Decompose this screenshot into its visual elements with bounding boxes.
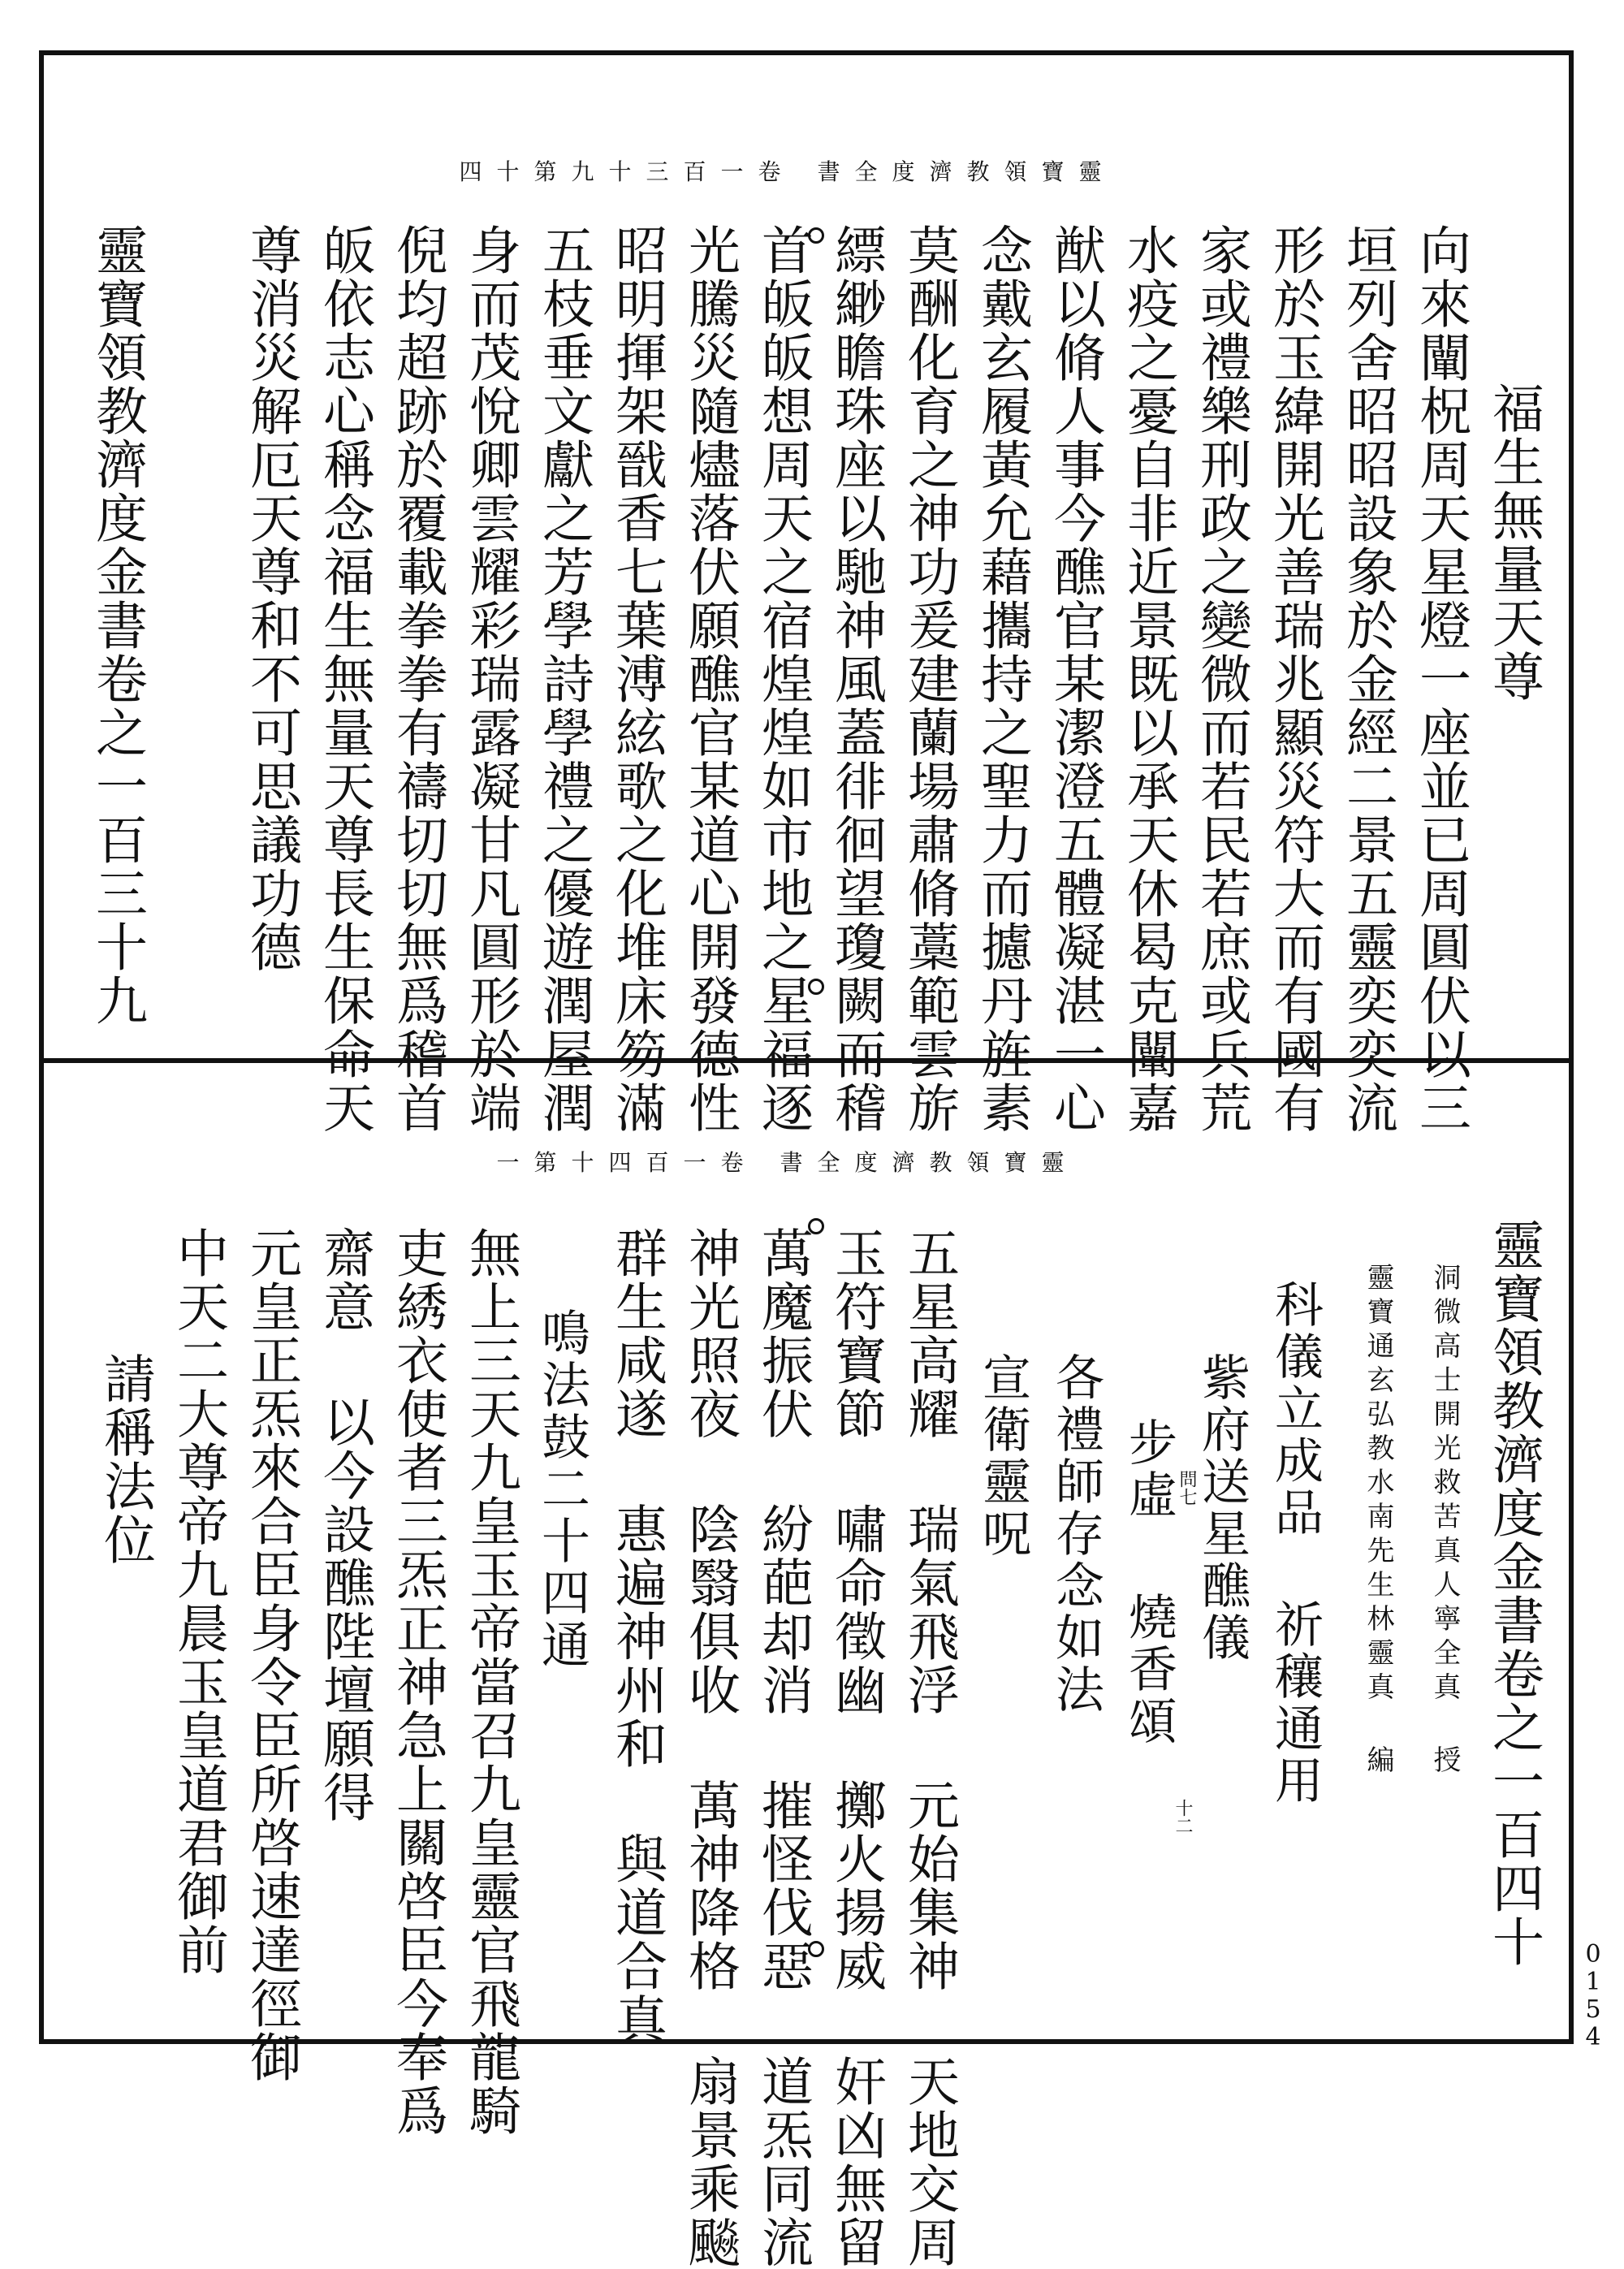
instruction-line: 各禮師存念如法 [1047, 1352, 1104, 1716]
lower-column-4: 神光照夜 陰翳俱收 萬神降格 扇景乘飈 [680, 1226, 740, 2269]
upper-column-14: 五枝垂文獻之芳學詩學禮之優遊潤屋潤 [533, 223, 594, 1134]
upper-column-17: 皈依志心稱念福生無量天尊長生保命天 [314, 223, 374, 1134]
lower-column-5: 群生咸遂 惠遍神州和 與道合真 [607, 1226, 667, 2046]
lower-column-8: 吏綉衣使者三炁正神急上關啓臣今奉爲 [387, 1226, 447, 2137]
lower-column-9: 齋意 以今設醮陛壇願得 [314, 1226, 374, 1824]
upper-closing-title: 靈寶領教濟度金書卷之一百三十九 [87, 223, 147, 1027]
ritual-title: 紫府送星醮儀 [1194, 1352, 1250, 1664]
lower-column-10: 元皇正炁來合臣身令臣所啓速達徑御 [241, 1226, 301, 2084]
lower-column-2: 玉符寶節 嘯命徵幽 擲火揚威 奸凶無留 [826, 1226, 886, 2269]
lower-column-1: 五星高耀 瑞氣飛浮 元始集神 天地交周 [899, 1226, 959, 2269]
upper-column-8: 念戴玄履黃允藉攜持之聖力而攄丹旌素 [972, 223, 1032, 1134]
upper-column-1: 福生無量天尊 [1484, 382, 1544, 703]
upper-running-header: 四十第九十三百一卷 書全度濟教領寶靈 [459, 158, 1116, 185]
punctuation-circle [808, 227, 824, 244]
upper-column-4: 形於玉緯開光善瑞兆顯災符大而有國有 [1264, 223, 1324, 1134]
section-title: 科儀立成品 祈穰通用 [1267, 1279, 1324, 1807]
upper-column-11: 首皈皈想周天之宿煌煌如市地之星福逐 [753, 223, 813, 1134]
author-line-2: 靈寶通玄弘教水南先生林靈真 編 [1362, 1263, 1394, 1779]
punctuation-circle [808, 1941, 824, 1957]
chapter-title: 靈寶領教濟度金書卷之一百四十 [1484, 1218, 1544, 1969]
author-line-1: 洞微高士開光救苦真人寧全真 授 [1428, 1263, 1461, 1779]
upper-column-16: 倪均超跡於覆載拳拳有禱切切無爲稽首 [387, 223, 447, 1134]
lower-column-12: 請稱法位 [95, 1352, 155, 1567]
punctuation-circle [808, 979, 824, 995]
upper-column-7: 猷以脩人事今醮官某潔澄五體凝湛一心 [1045, 223, 1105, 1134]
incense-hymn-label: 燒香頌 [1121, 1592, 1177, 1748]
upper-column-15: 身而茂悅卿雲耀彩瑞露凝甘凡圓形於端 [460, 223, 520, 1134]
step-void-label: 步虛 [1121, 1417, 1177, 1521]
upper-column-9: 莫酬化育之神功爰建蘭場肅脩藁範雲旂 [899, 223, 959, 1134]
upper-column-18: 尊消災解厄天尊和不可思議功德 [241, 223, 301, 974]
lower-column-11: 中天二大尊帝九晨玉皇道君御前 [168, 1226, 228, 1977]
note-seven: 問七 [1177, 1470, 1197, 1506]
upper-column-3: 垣列舍昭昭設象於金經二景五靈奕奕流 [1337, 223, 1397, 1134]
page-number: 0 1 5 4 [1585, 1940, 1601, 2051]
upper-column-10: 縹緲瞻珠座以馳神風蓋徘徊望瓊闕而稽 [826, 223, 886, 1134]
note-twelve: 十二 [1173, 1799, 1193, 1835]
upper-column-6: 水疫之憂自非近景既以承天休曷克闡嘉 [1118, 223, 1178, 1134]
punctuation-circle [808, 1218, 824, 1234]
lower-column-6: 鳴法鼓二十四通 [533, 1307, 590, 1671]
upper-column-13: 昭明揮架戩香七葉溥絃歌之化堆床笏滿 [607, 223, 667, 1134]
upper-column-12: 光騰災隨燼落伏願醮官某道心開發德性 [680, 223, 740, 1134]
upper-column-5: 家或禮樂刑政之變微而若民若庶或兵荒 [1191, 223, 1251, 1134]
upper-column-2: 向來闡柷周天星燈一座並已周圓伏以三 [1410, 223, 1471, 1134]
invocation-title: 宣衛靈呪 [974, 1352, 1031, 1560]
lower-running-header: 一第十四百一卷 書全度濟教領寶靈 [496, 1149, 1079, 1176]
lower-column-7: 無上三天九皇玉帝當召九皇靈官飛龍騎 [460, 1226, 520, 2137]
lower-column-3: 萬魔振伏 紛葩却消 摧怪伐惡 道炁同流 [753, 1226, 813, 2269]
